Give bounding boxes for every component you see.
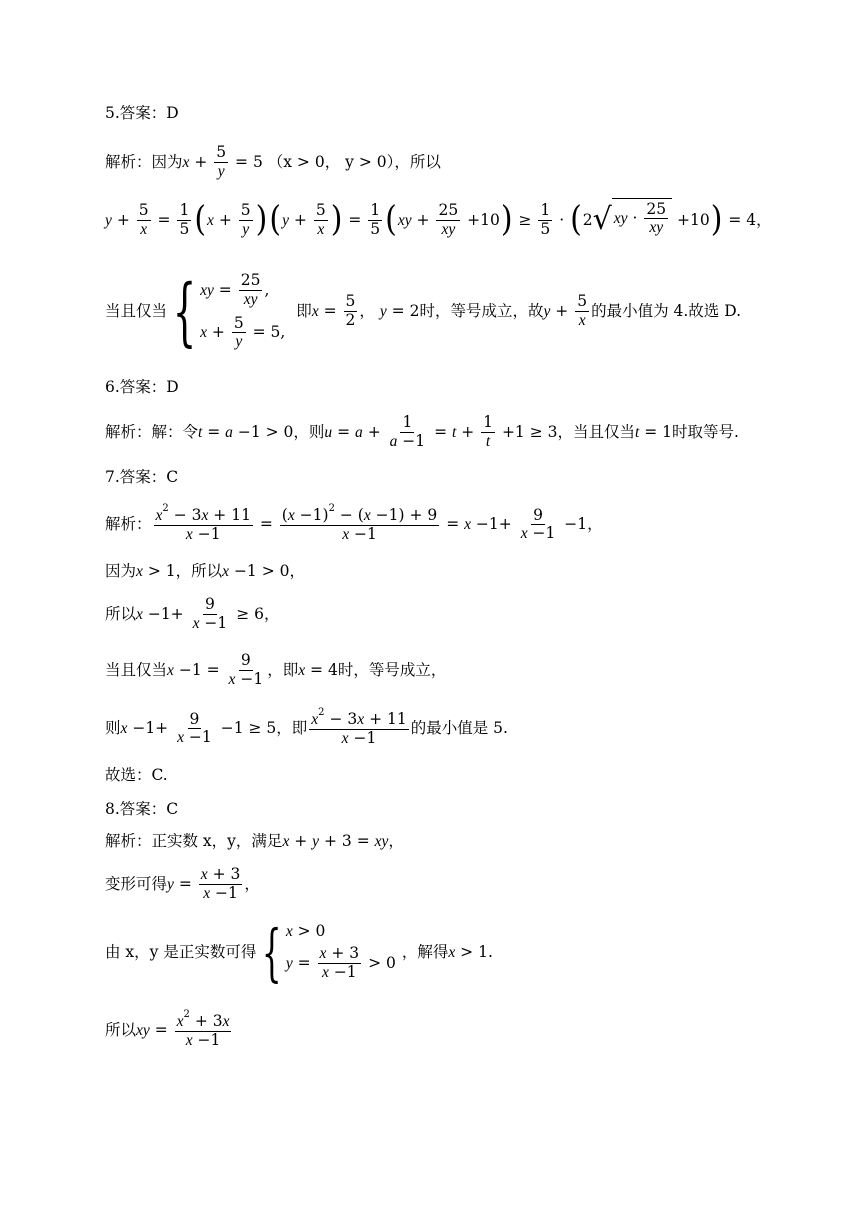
q5-inequality: y + $\frac{5}{x}$ = $\frac{1}{5}$ ( x + $\frac{5}{y}$ ) ( y + $\frac{5}{x}$ ) = $\frac{1}{5}$ ( xy + $\frac{25}{xy}$ +10 ) ≥ $\frac{1}{5}$ · ( 2 √ xy · $\frac{25}{xy}$ +10 ) = 4， [105,199,772,240]
q6-analysis: 解析：解：令 t = a −1 > 0 ，则 u = a + $\frac{1}{a -1}$ = t + $\frac{1}{t}$ +1 ≥ 3 ，当且仅当 t = 1 时取等号. [105,413,739,450]
q7-because: 因为 x > 1 ，所以 x −1 > 0， [105,562,305,580]
q8-xy: 所以 xy = $\frac{x^2 + 3x}{x -1}$ [105,1009,230,1049]
q7-amgm: 所以 x −1+ $\frac{9}{x -1}$ ≥ 6， [105,595,280,632]
q5-answer: 5.答案：D [105,104,179,122]
q7-equality: 当且仅当 x −1 = $\frac{9}{x -1}$ ，即 x = 4 时，等号成立， [105,651,447,688]
q7-analysis: 解析： $\frac{x^2 - 3x + 11}{x -1}$ = $\frac{(x -1)^2 - (x -1) + 9}{x -1}$ = x −1+ $\frac{9}{x -1}$ −1， [105,503,603,543]
q8-system: 由 x，y 是正实数可得 { x > 0 y = $\frac{x + 3}{x -1}$ > 0 ，解得 x > 1. [105,916,493,989]
q8-analysis: 解析：正实数 x，y，满足 x + y + 3 = xy ， [105,832,404,850]
q7-result: 则 x −1+ $\frac{9}{x -1}$ −1 ≥ 5 ，即 $\frac{x^2 - 3x + 11}{x -1}$ 的最小值是 5. [105,707,508,747]
q5-analysis-line: 解析：因为 x + $\frac{5}{y}$ = 5 （x > 0， y > 0），所以 [105,143,441,180]
q8-answer: 8.答案：C [105,800,179,818]
q6-answer: 6.答案：D [105,378,179,396]
q7-choose: 故选：C. [105,766,168,784]
q5-equality-condition: 当且仅当 { xy = $\frac{25}{xy}$ , x + $\frac{5}{y}$ = 5, 即 x = $\frac{5}{2}$ ， y = 2 时，等号成立，故 y + $\frac{5}{x}$ 的最小值为 4.故选 D. [105,268,742,355]
q7-answer: 7.答案：C [105,468,179,486]
q8-transform: 变形可得 y = $\frac{x + 3}{x -1}$ ， [105,865,260,902]
